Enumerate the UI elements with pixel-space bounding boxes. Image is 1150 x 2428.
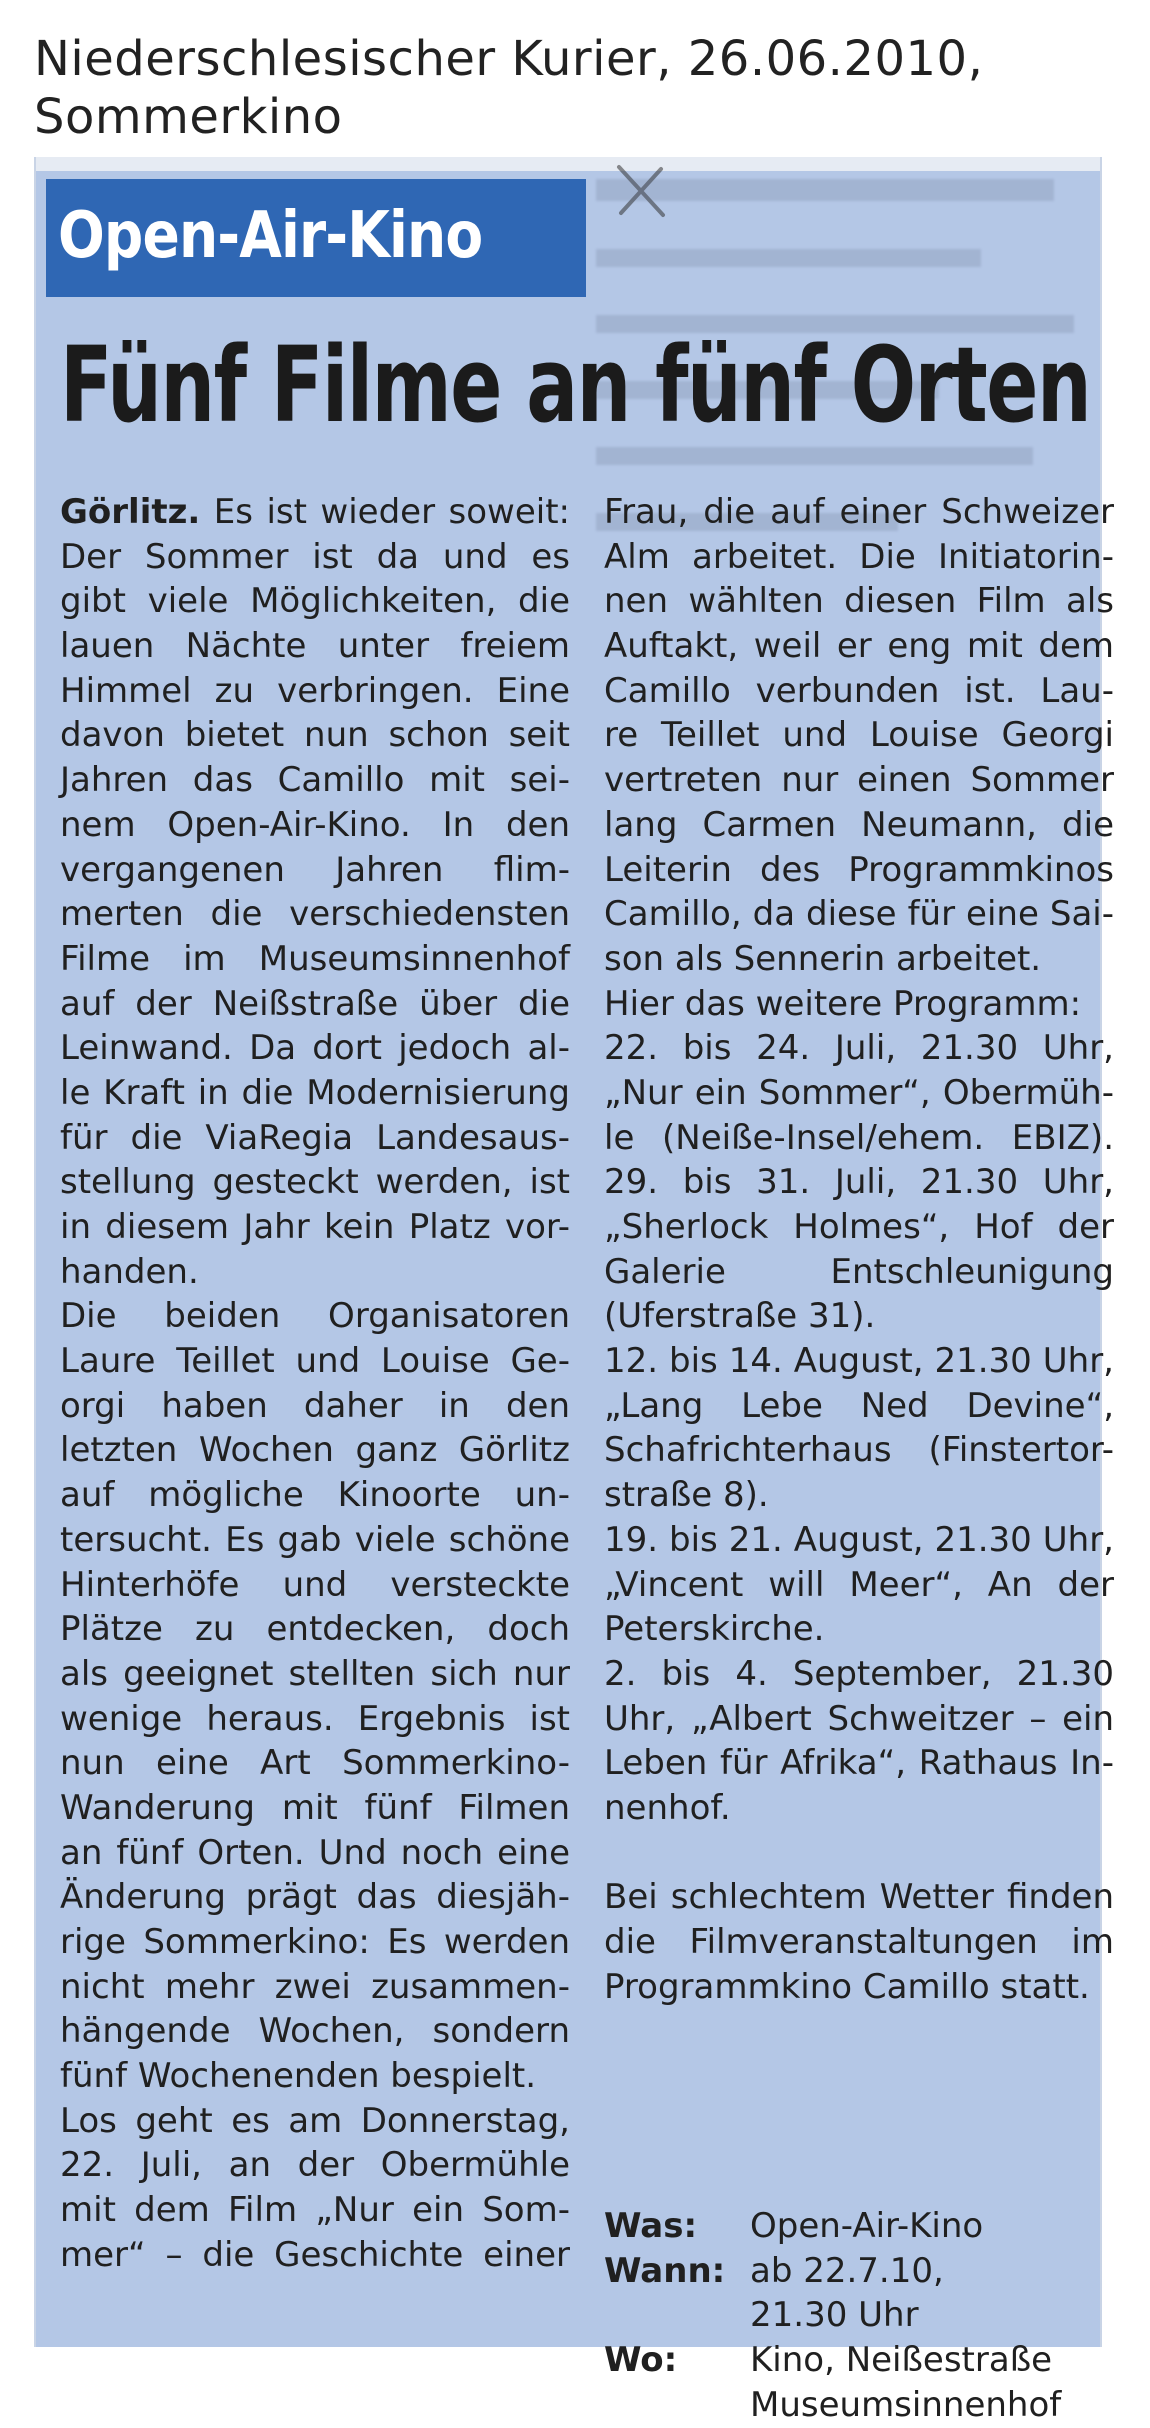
right-column-text-line: 2. bis 4. September, 21.30 xyxy=(604,1653,1114,1694)
left-column-text-line: Leinwand. Da dort jedoch al- xyxy=(60,1028,570,1069)
right-column-text-line: Uhr, „Albert Schweitzer – ein xyxy=(604,1698,1114,1739)
left-column-text-line: vergangenen Jahren flim- xyxy=(60,849,570,890)
left-column-text-line: davon bietet nun schon seit xyxy=(60,715,570,756)
info-row xyxy=(604,2293,1104,2338)
info-value: Open-Air-Kino xyxy=(750,2206,984,2246)
right-column-text-line: Camillo verbunden ist. Lau- xyxy=(604,670,1114,711)
info-label: Was: xyxy=(604,2206,698,2246)
right-column-text-line: Auftakt, weil er eng mit dem xyxy=(604,626,1114,667)
right-column-text-line: Hier das weitere Programm: xyxy=(604,983,1082,1024)
left-column-text-line: tersucht. Es gab viele schöne xyxy=(60,1519,570,1560)
left-column-text-line: letzten Wochen ganz Görlitz xyxy=(60,1430,570,1471)
info-row xyxy=(604,2338,1104,2383)
left-column-text-line: lauen Nächte unter freiem xyxy=(60,626,570,667)
left-column-text-line: le Kraft in die Modernisierung xyxy=(60,1072,570,1113)
right-column-text-line: nen wählten diesen Film als xyxy=(604,581,1114,622)
left-column-text-line: orgi haben daher in den xyxy=(60,1385,570,1426)
info-value: 21.30 Uhr xyxy=(750,2295,919,2336)
right-column-text-line: „Nur ein Sommer“, Obermüh- xyxy=(604,1072,1114,1113)
newspaper-clipping xyxy=(34,157,1114,2425)
info-value: Museumsinnenhof xyxy=(750,2384,1062,2425)
right-column-text-line: re Teillet und Louise Georgi xyxy=(604,715,1114,756)
section-kicker xyxy=(46,179,586,297)
left-column-text-line: nem Open-Air-Kino. In den xyxy=(60,804,570,845)
left-column-text-line: in diesem Jahr kein Platz vor- xyxy=(60,1207,570,1247)
right-column-text-line: Frau, die auf einer Schweizer xyxy=(604,492,1114,532)
clipping-caption xyxy=(34,30,1134,146)
left-column-text-line: nicht mehr zwei zusammen- xyxy=(60,1966,570,2007)
article-headline: Fünf Filme an fünf Orten xyxy=(60,324,1091,446)
left-column-text-line: handen. xyxy=(60,1251,199,1292)
right-column-text-line: Alm arbeitet. Die Initiatorin- xyxy=(604,536,1114,577)
left-column-text-line: für die ViaRegia Landesaus- xyxy=(60,1117,570,1158)
right-column-text-line: 29. bis 31. Juli, 21.30 Uhr, xyxy=(604,1162,1114,1203)
right-column-text-line: Schafrichterhaus (Finstertor- xyxy=(604,1430,1114,1471)
left-column-text-line: Der Sommer ist da und es xyxy=(60,536,570,577)
left-column-text-line: hängende Wochen, sondern xyxy=(60,2011,570,2052)
info-label xyxy=(604,2293,750,2338)
right-column-text-line: Leben für Afrika“, Rathaus In- xyxy=(604,1743,1114,1784)
info-label xyxy=(604,2383,750,2428)
info-box xyxy=(604,2204,1104,2428)
info-row xyxy=(604,2383,1104,2428)
info-value: Kino, Neißestraße xyxy=(750,2340,1053,2381)
left-column-text-line: auf der Neißstraße über die xyxy=(60,983,570,1024)
caption-line-1: Niederschlesischer Kurier, 26.06.2010, xyxy=(34,31,984,87)
left-column-text-line: Wanderung mit fünf Filmen xyxy=(60,1787,570,1828)
left-column-text-line: stellung gesteckt werden, ist xyxy=(60,1162,570,1203)
right-column-text-line: Peterskirche. xyxy=(604,1609,825,1650)
left-column-text-line xyxy=(60,490,570,535)
clipping-top-edge xyxy=(36,157,1100,171)
left-column-text-line: fünf Wochenenden bespielt. xyxy=(60,2056,537,2097)
right-column-text-line: straße 8). xyxy=(604,1475,769,1516)
left-column-text-line: nun eine Art Sommerkino- xyxy=(60,1743,570,1784)
left-column-text-line: gibt viele Möglichkeiten, die xyxy=(60,581,570,622)
article-column-right xyxy=(604,490,1114,2009)
right-column-text-line: „Vincent will Meer“, An der xyxy=(604,1564,1114,1605)
left-column-text-line: Filme im Museumsinnenhof xyxy=(60,938,570,979)
info-label: Wo: xyxy=(604,2340,678,2381)
left-column-text-line: 22. Juli, an der Obermühle xyxy=(60,2145,570,2186)
kicker-text: Open-Air-Kino xyxy=(58,199,483,273)
left-column-text-line: Hinterhöfe und versteckte xyxy=(60,1564,570,1605)
left-column-text-line: als geeignet stellten sich nur xyxy=(60,1653,570,1694)
info-label: Wann: xyxy=(604,2250,726,2291)
right-column-text-line: (Uferstraße 31). xyxy=(604,1296,876,1337)
left-column-text-line: Plätze zu entdecken, doch xyxy=(60,1609,570,1650)
right-column-text-line: son als Sennerin arbeitet. xyxy=(604,938,1042,979)
left-column-text-line: rige Sommerkino: Es werden xyxy=(60,1922,570,1962)
right-column-text-line: 12. bis 14. August, 21.30 Uhr, xyxy=(604,1341,1114,1382)
left-column-text-line: wenige heraus. Ergebnis ist xyxy=(60,1698,570,1739)
right-column-text-line: Programmkino Camillo statt. xyxy=(604,1966,1090,2007)
right-column-text-line: Leiterin des Programmkinos xyxy=(604,849,1114,890)
dateline: Görlitz. xyxy=(60,492,201,532)
right-column-text-line: „Lang Lebe Ned Devine“, xyxy=(604,1385,1114,1426)
left-column-text-line: Die beiden Organisatoren xyxy=(60,1296,570,1337)
left-column-text-line: Jahren das Camillo mit sei- xyxy=(60,760,570,801)
right-column-text-line: 22. bis 24. Juli, 21.30 Uhr, xyxy=(604,1028,1114,1069)
right-column-text-line: Galerie Entschleunigung xyxy=(604,1251,1114,1292)
right-column-text-line: vertreten nur einen Sommer xyxy=(604,760,1114,801)
left-column-text-line: mer“ – die Geschichte einer xyxy=(60,2234,570,2275)
caption-line-2: Sommerkino xyxy=(34,89,343,145)
left-column-text-line: auf mögliche Kinoorte un- xyxy=(60,1475,570,1516)
left-column-text-line: Los geht es am Donnerstag, xyxy=(60,2100,570,2141)
left-column-text-line: Laure Teillet und Louise Ge- xyxy=(60,1341,570,1382)
info-row xyxy=(604,2249,1104,2294)
info-row xyxy=(604,2204,1104,2249)
info-value: ab 22.7.10, xyxy=(750,2250,944,2291)
right-column-text-line: die Filmveranstaltungen im xyxy=(604,1922,1114,1962)
left-column-text-line: Himmel zu verbringen. Eine xyxy=(60,670,570,711)
right-column-text-line: nenhof. xyxy=(604,1787,731,1828)
left-column-text-line: an fünf Orten. Und noch eine xyxy=(60,1832,570,1873)
right-column-text-line: lang Carmen Neumann, die xyxy=(604,804,1114,845)
article-column-left xyxy=(60,490,570,2278)
left-column-text-line: mit dem Film „Nur ein Som- xyxy=(60,2190,570,2231)
right-column-blank-line xyxy=(604,1831,1114,1876)
right-column-text-line: Camillo, da diese für eine Sai- xyxy=(604,894,1114,935)
left-column-text-line: merten die verschiedensten xyxy=(60,894,570,935)
left-column-text-line-rest: Es ist wieder soweit: xyxy=(200,492,570,532)
right-column-text-line: Bei schlechtem Wetter finden xyxy=(604,1877,1114,1918)
left-column-text-line: Änderung prägt das diesjäh- xyxy=(60,1877,570,1918)
right-column-text-line: le (Neiße-Insel/ehem. EBIZ). xyxy=(604,1117,1114,1158)
right-column-text-line: 19. bis 21. August, 21.30 Uhr, xyxy=(604,1519,1114,1560)
right-column-text-line: „Sherlock Holmes“, Hof der xyxy=(604,1207,1114,1247)
